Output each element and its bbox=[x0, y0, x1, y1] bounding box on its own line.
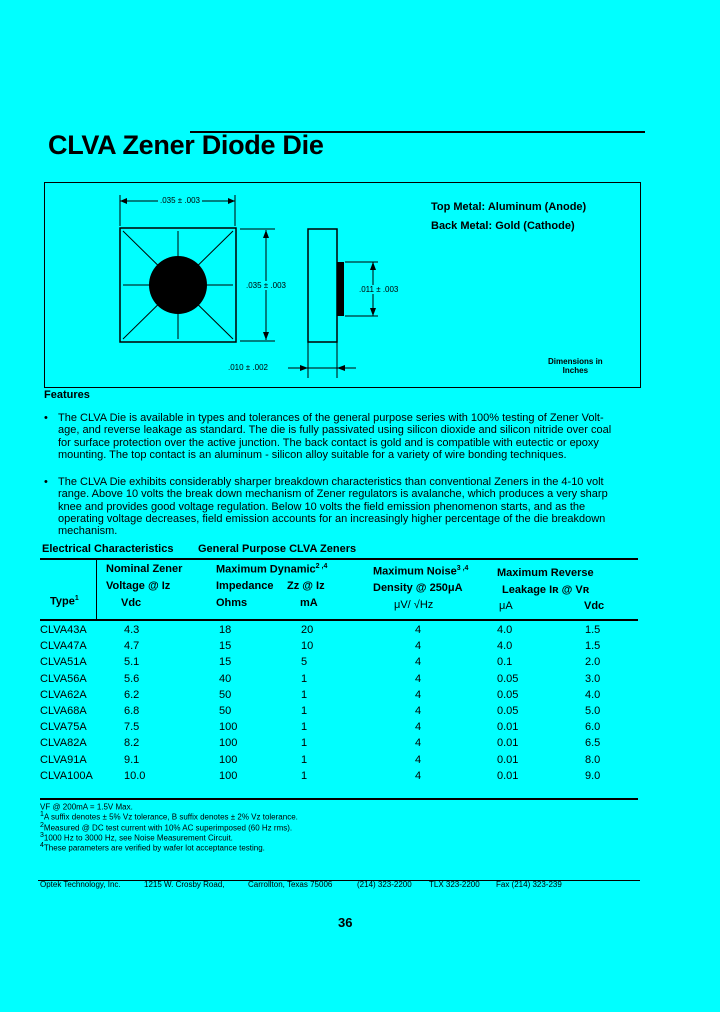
cell-type: CLVA75A bbox=[40, 721, 87, 734]
cell-leakage-ua: 0.05 bbox=[497, 688, 519, 701]
header-type bbox=[50, 595, 79, 608]
footnote-text: Measured @ DC test current with 10% AC superimposed (60 Hz rms). bbox=[43, 823, 293, 833]
cell-ohms: 100 bbox=[219, 769, 238, 782]
cell-type: CLVA82A bbox=[40, 737, 87, 750]
table-bottom-rule bbox=[40, 798, 638, 800]
footnote-text: A suffix denotes ± 5% Vz tolerance, B suffix denotes ± 2% Vz tolerance. bbox=[43, 812, 298, 822]
footnote-text: VF @ 200mA = 1.5V Max. bbox=[40, 802, 133, 812]
para1-line: for surface protection over the active junction. The back contact is gold and is compatible with eutectic or epoxy bbox=[58, 436, 599, 449]
width-dimension: .035 ± .003 bbox=[160, 196, 200, 205]
header-zz: Zz @ Iz bbox=[287, 580, 325, 592]
footnote-text: 1000 Hz to 3000 Hz, see Noise Measurement Circuit. bbox=[43, 833, 233, 843]
header-noise bbox=[373, 565, 468, 578]
header-bottom-rule bbox=[40, 619, 638, 621]
cell-ohms: 100 bbox=[219, 753, 238, 766]
cell-noise: 4 bbox=[415, 753, 422, 766]
anode-contact-dot bbox=[149, 256, 207, 314]
footnote-text: These parameters are verified by wafer lot acceptance testing. bbox=[43, 843, 265, 853]
page-number: 36 bbox=[338, 915, 353, 930]
cell-ohms: 50 bbox=[219, 705, 232, 717]
footnote-number: 4 bbox=[40, 842, 44, 850]
para2-line: mechanism. bbox=[58, 525, 118, 538]
header-noise-unit: μV/ √Hz bbox=[394, 599, 434, 611]
bullet-1: • bbox=[44, 412, 48, 424]
table-top-rule bbox=[40, 558, 638, 560]
cell-leakage-vdc: 3.0 bbox=[585, 672, 601, 685]
cell-voltage: 5.1 bbox=[124, 656, 140, 669]
cell-ohms: 50 bbox=[219, 688, 232, 701]
header-vdc: Vdc bbox=[584, 600, 605, 612]
cell-noise: 4 bbox=[415, 656, 422, 669]
footnote bbox=[40, 811, 298, 822]
cell-ma: 1 bbox=[301, 705, 308, 717]
cell-noise: 4 bbox=[415, 705, 422, 717]
cell-leakage-vdc: 9.0 bbox=[585, 769, 601, 782]
header-ua: μA bbox=[499, 600, 513, 612]
cell-ma: 1 bbox=[301, 769, 308, 782]
bullet-2: • bbox=[44, 476, 48, 488]
cell-ohms: 18 bbox=[219, 624, 232, 636]
cell-noise: 4 bbox=[415, 640, 422, 653]
header-leakage-2: Leakage Iʀ @ Vʀ bbox=[502, 584, 590, 596]
cell-ma: 1 bbox=[301, 688, 308, 701]
header-noise-text: Maximum Noise bbox=[373, 565, 457, 578]
cell-leakage-vdc: 1.5 bbox=[585, 640, 601, 653]
header-dynamic bbox=[216, 563, 327, 576]
dimensions-note-line1: Dimensions in bbox=[548, 357, 603, 366]
cell-leakage-ua: 0.01 bbox=[497, 769, 519, 782]
header-noise-sup: 3 ,4 bbox=[456, 565, 469, 572]
cell-type: CLVA100A bbox=[40, 769, 93, 782]
dimensions-note bbox=[548, 357, 603, 375]
electrical-characteristics-heading: Electrical Characteristics bbox=[42, 543, 174, 555]
cell-ma: 1 bbox=[301, 721, 308, 734]
cell-leakage-ua: 0.01 bbox=[497, 753, 519, 766]
header-noise-density: Density @ 250μA bbox=[373, 582, 463, 594]
cell-type: CLVA51A bbox=[40, 656, 87, 669]
cell-voltage: 6.2 bbox=[124, 688, 140, 701]
die-side-view bbox=[308, 229, 337, 342]
footnote bbox=[40, 832, 233, 843]
features-heading: Features bbox=[44, 389, 90, 401]
cell-ohms: 15 bbox=[219, 656, 232, 669]
table-col-divider bbox=[96, 558, 97, 620]
header-dynamic-sup: 2 ,4 bbox=[315, 563, 328, 570]
footnote bbox=[40, 842, 265, 853]
cell-ma: 1 bbox=[301, 753, 308, 766]
header-nominal-2: Voltage @ Iz bbox=[106, 580, 171, 592]
cell-ohms: 100 bbox=[219, 737, 238, 750]
cell-voltage: 10.0 bbox=[124, 769, 146, 782]
header-nominal-unit: Vdc bbox=[121, 597, 142, 609]
footer-company: Optek Technology, Inc. bbox=[40, 880, 121, 889]
cell-leakage-ua: 0.1 bbox=[497, 656, 513, 669]
cell-ma: 1 bbox=[301, 672, 308, 685]
side-contact bbox=[337, 262, 344, 316]
para1-line: The CLVA Die is available in types and tolerances of the general purpose series with 100% testing of Zener Volt- bbox=[58, 412, 604, 424]
cell-ma: 5 bbox=[301, 656, 308, 669]
footer-city: Carrollton, Texas 75006 bbox=[248, 880, 333, 889]
header-nominal-1: Nominal Zener bbox=[106, 563, 183, 575]
cell-type: CLVA47A bbox=[40, 640, 87, 653]
features-paragraph-2 bbox=[58, 476, 638, 537]
back-metal-label: Back Metal: Gold (Cathode) bbox=[431, 220, 575, 232]
cell-ohms: 40 bbox=[219, 672, 232, 685]
dimensions-note-line2: Inches bbox=[562, 366, 589, 375]
die-diagram bbox=[0, 0, 720, 400]
cell-voltage: 7.5 bbox=[124, 721, 140, 734]
header-leakage-1: Maximum Reverse bbox=[497, 567, 594, 579]
cell-type: CLVA62A bbox=[40, 688, 87, 701]
cell-ma: 20 bbox=[301, 624, 314, 636]
cell-ma: 1 bbox=[301, 737, 308, 750]
footer-fax: Fax (214) 323-239 bbox=[496, 880, 562, 889]
header-impedance: Impedance bbox=[216, 580, 274, 592]
footnote-number: 3 bbox=[40, 831, 44, 839]
cell-leakage-vdc: 6.0 bbox=[585, 721, 601, 734]
header-ma: mA bbox=[300, 597, 318, 609]
cell-voltage: 6.8 bbox=[124, 705, 140, 717]
cell-type: CLVA68A bbox=[40, 705, 87, 717]
features-paragraph-1 bbox=[58, 412, 638, 461]
cell-voltage: 8.2 bbox=[124, 737, 140, 750]
width-arrow-right bbox=[228, 198, 235, 204]
cell-leakage-vdc: 1.5 bbox=[585, 624, 601, 636]
para2-line: knee and provides good voltage regulation. Below 10 volts the field emission phenomenon starts, and as the bbox=[58, 500, 586, 513]
thickness-dimension: .010 ± .002 bbox=[228, 363, 268, 372]
cell-voltage: 4.7 bbox=[124, 640, 140, 653]
footer-address: 1215 W. Crosby Road, bbox=[144, 880, 225, 889]
page-title: CLVA Zener Diode Die bbox=[48, 130, 324, 160]
cell-leakage-ua: 0.01 bbox=[497, 737, 519, 750]
cell-leakage-ua: 0.01 bbox=[497, 721, 519, 734]
footnote bbox=[40, 822, 292, 833]
cell-leakage-ua: 4.0 bbox=[497, 624, 513, 636]
cell-voltage: 5.6 bbox=[124, 672, 140, 685]
cell-leakage-vdc: 4.0 bbox=[585, 688, 601, 701]
cell-type: CLVA91A bbox=[40, 753, 87, 766]
cell-noise: 4 bbox=[415, 769, 422, 782]
cell-noise: 4 bbox=[415, 737, 422, 750]
footnote-number: 2 bbox=[40, 821, 44, 829]
footnote-number: 1 bbox=[40, 811, 44, 819]
cell-noise: 4 bbox=[415, 688, 422, 701]
cell-leakage-ua: 0.05 bbox=[497, 672, 519, 685]
table-subtitle: General Purpose CLVA Zeners bbox=[198, 543, 357, 555]
footnote bbox=[40, 801, 133, 812]
para2-line: range. Above 10 volts the break down mechanism of Zener regulators is avalanche, which produces a very sharp bbox=[58, 488, 608, 501]
cell-leakage-vdc: 2.0 bbox=[585, 656, 601, 669]
cell-voltage: 4.3 bbox=[124, 624, 140, 636]
top-metal-label: Top Metal: Aluminum (Anode) bbox=[431, 201, 587, 213]
cell-voltage: 9.1 bbox=[124, 753, 140, 766]
contact-dimension: .011 ± .003 bbox=[359, 285, 399, 294]
cell-leakage-vdc: 6.5 bbox=[585, 737, 601, 750]
cell-ohms: 100 bbox=[219, 721, 238, 734]
cell-leakage-vdc: 8.0 bbox=[585, 753, 601, 766]
para1-line: mounting. The top contact is an aluminum - silicon alloy suitable for a variety of wire bonding techniques. bbox=[58, 448, 567, 461]
header-type-sup: 1 bbox=[74, 595, 79, 602]
header-ohms: Ohms bbox=[216, 597, 248, 609]
header-dynamic-text: Maximum Dynamic bbox=[216, 563, 316, 576]
para1-line: age, and reverse leakage as standard. The die is fully passivated using silicon dioxide and silicon nitride over coal bbox=[58, 424, 612, 437]
cell-noise: 4 bbox=[415, 672, 422, 685]
footer-phone: (214) 323-2200 bbox=[357, 880, 412, 889]
cell-noise: 4 bbox=[415, 624, 422, 636]
para2-line: operating voltage decreases, field emission accounts for an increasingly higher percentage of the die breakdown bbox=[58, 512, 606, 525]
width-arrow-left bbox=[120, 198, 127, 204]
cell-ohms: 15 bbox=[219, 640, 232, 653]
cell-ma: 10 bbox=[301, 640, 314, 653]
header-type-text: Type bbox=[50, 595, 75, 608]
cell-leakage-vdc: 5.0 bbox=[585, 705, 601, 717]
height-dimension: .035 ± .003 bbox=[246, 281, 286, 290]
cell-leakage-ua: 0.05 bbox=[497, 705, 519, 717]
cell-noise: 4 bbox=[415, 721, 422, 734]
cell-type: CLVA56A bbox=[40, 672, 87, 685]
para2-line: The CLVA Die exhibits considerably sharper breakdown characteristics than conventional Zeners in the 4-10 volt bbox=[58, 476, 604, 488]
cell-leakage-ua: 4.0 bbox=[497, 640, 513, 653]
footer-tlx: TLX 323-2200 bbox=[429, 880, 480, 889]
cell-type: CLVA43A bbox=[40, 624, 87, 636]
